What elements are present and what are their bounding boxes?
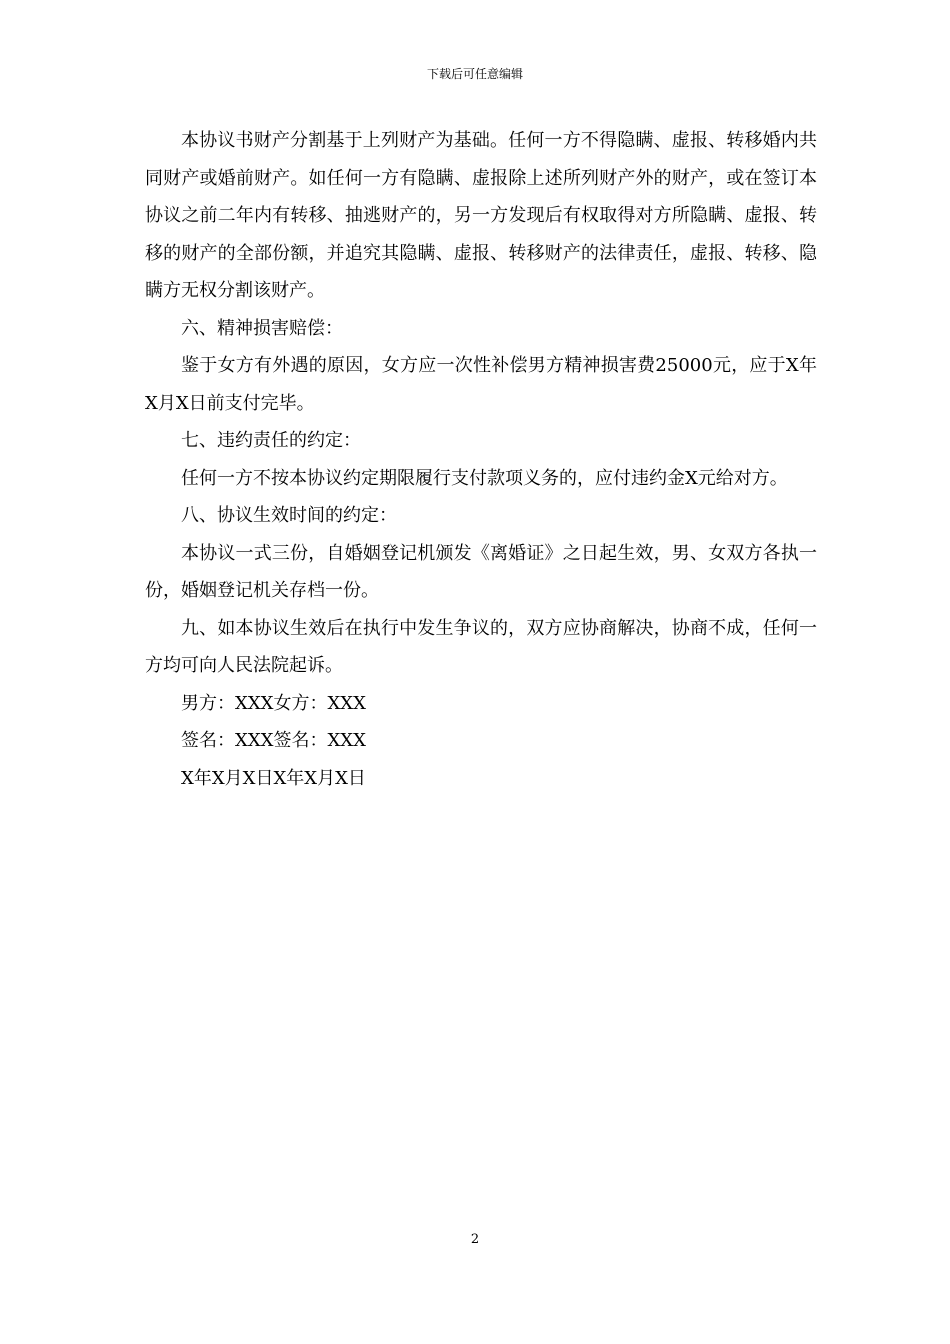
- heading-breach-liability: 七、违约责任的约定：: [181, 430, 361, 451]
- signature-line: 签名：XXX签名：XXX: [181, 730, 366, 751]
- party-names-line: 男方：XXX女方：XXX: [181, 692, 366, 714]
- heading-effective-time: 八、协议生效时间的约定：: [181, 505, 397, 526]
- paragraph-breach-liability: 任何一方不按本协议约定期限履行支付款项义务的，应付违约金X元给对方。: [181, 467, 788, 489]
- heading-mental-damages: 六、精神损害赔偿：: [181, 317, 343, 339]
- date-line: X年X月X日X年X月X日: [181, 767, 366, 789]
- paragraph-property-division: 本协议书财产分割基于上列财产为基础。任何一方不得隐瞒、虚报、转移婚内共同财产或婚前财产。如任何一方有隐瞒、虚报除上述所列财产外的财产，或在签订本协议之前二年内有转移、抽逃财产的，另一方发现后有权取得对方所隐瞒、虚报、转移的财产的全部份额，并追究其隐瞒、虚报、转移财产的法律责任，虚报、转移、隐瞒方无权分割该财产。: [145, 130, 817, 301]
- page-header: 下载后可任意编辑: [426, 67, 523, 81]
- paragraph-dispute-resolution: 九、如本协议生效后在执行中发生争议的，双方应协商解决，协商不成，任何一方均可向人民法院起诉。: [145, 617, 817, 676]
- document-body: [145, 122, 817, 797]
- page-number: 2: [470, 1232, 480, 1247]
- paragraph-effective-time: 本协议一式三份，自婚姻登记机颁发《离婚证》之日起生效，男、女双方各执一份，婚姻登记机关存档一份。: [145, 542, 817, 601]
- paragraph-mental-damages: 鉴于女方有外遇的原因，女方应一次性补偿男方精神损害费25000元，应于X年X月X日前支付完毕。: [145, 355, 817, 414]
